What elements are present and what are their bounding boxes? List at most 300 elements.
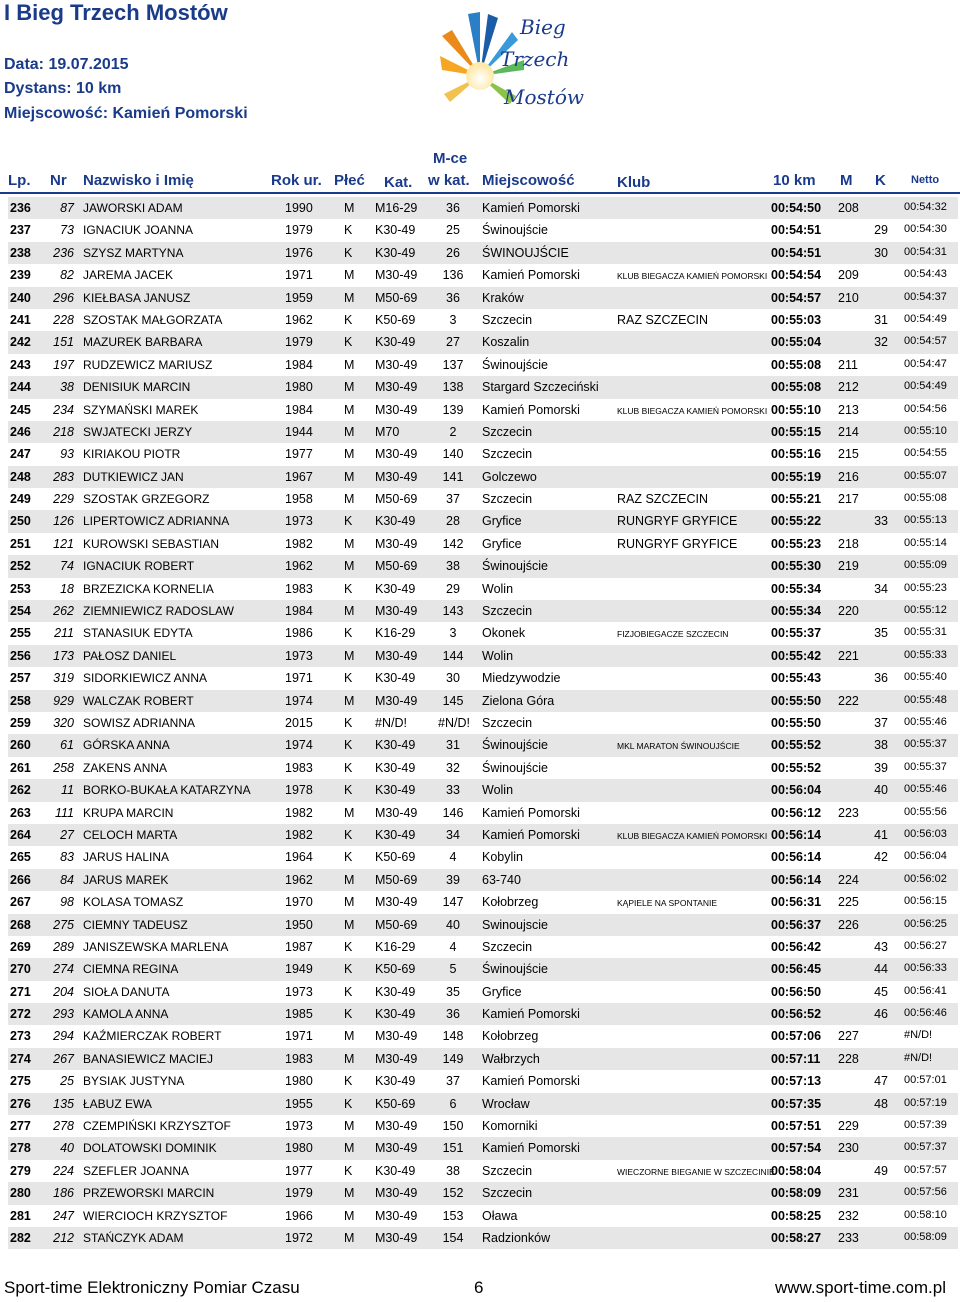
cell-sex: M — [344, 1141, 355, 1156]
cell-time: 00:56:14 — [771, 850, 822, 865]
footer-page-number: 6 — [474, 1278, 484, 1297]
table-row — [8, 1205, 958, 1227]
cell-k-place: 47 — [874, 1074, 888, 1089]
cell-net-time: 00:55:23 — [904, 581, 947, 594]
cell-category-place: 142 — [442, 536, 464, 551]
cell-category-place: 32 — [446, 760, 460, 775]
table-row — [8, 287, 958, 309]
cell-category-place: 33 — [446, 783, 460, 798]
cell-time: 00:57:13 — [771, 1074, 822, 1089]
cell-sex: K — [344, 312, 353, 327]
cell-nr: 274 — [53, 962, 74, 977]
cell-k-place: 40 — [874, 783, 888, 798]
cell-lp: 253 — [10, 581, 31, 596]
cell-sex: K — [344, 245, 353, 260]
table-row — [8, 667, 958, 689]
cell-k-place: 32 — [874, 335, 888, 350]
cell-city: Wolin — [482, 648, 514, 663]
cell-city: Kamień Pomorski — [482, 827, 580, 842]
cell-nr: 173 — [53, 648, 74, 663]
cell-category: K30-49 — [375, 514, 416, 529]
cell-time: 00:55:19 — [771, 469, 822, 484]
cell-category: K30-49 — [375, 335, 416, 350]
cell-time: 00:55:34 — [771, 581, 822, 596]
cell-k-place: 39 — [874, 760, 888, 775]
footer-url: www.sport-time.com.pl — [775, 1278, 946, 1297]
cell-nr: 151 — [53, 335, 74, 350]
cell-year: 1974 — [285, 738, 313, 753]
cell-nr: 211 — [54, 626, 74, 641]
cell-category: M30-49 — [375, 1119, 418, 1134]
cell-m-place: 221 — [838, 648, 859, 663]
cell-category-place: 152 — [442, 1186, 464, 1201]
cell-net-time: 00:55:14 — [904, 536, 947, 549]
cell-lp: 268 — [10, 917, 31, 932]
cell-year: 1973 — [285, 1119, 313, 1134]
cell-name: CIEMNY TADEUSZ — [83, 917, 188, 932]
cell-name: LIPERTOWICZ ADRIANNA — [83, 514, 230, 529]
cell-net-time: 00:54:31 — [904, 245, 947, 258]
cell-category-place: 36 — [446, 290, 460, 305]
cell-sex: M — [344, 805, 355, 820]
cell-k-place: 41 — [874, 827, 888, 842]
cell-year: 1971 — [285, 671, 313, 686]
cell-nr: 212 — [53, 1230, 74, 1245]
cell-lp: 236 — [10, 201, 31, 215]
table-row — [8, 712, 958, 734]
cell-year: 1950 — [285, 917, 313, 932]
table-row — [8, 1227, 958, 1249]
cell-year: 1962 — [285, 312, 313, 327]
cell-nr: 40 — [60, 1141, 74, 1156]
cell-time: 00:55:22 — [771, 514, 822, 529]
cell-name: DENISIUK MARCIN — [83, 380, 191, 395]
cell-nr: 234 — [53, 402, 74, 417]
col-net: Netto — [911, 174, 940, 186]
cell-time: 00:56:04 — [771, 783, 822, 798]
cell-m-place: 227 — [838, 1029, 859, 1044]
cell-category-place: 136 — [442, 268, 464, 283]
cell-time: 00:57:06 — [771, 1029, 822, 1044]
cell-year: 1985 — [285, 1007, 313, 1022]
cell-name: IGNACIUK ROBERT — [83, 559, 195, 574]
cell-time: 00:57:11 — [771, 1051, 821, 1066]
cell-time: 00:55:23 — [771, 536, 822, 551]
cell-category: M30-49 — [375, 604, 418, 619]
cell-net-time: 00:55:48 — [904, 693, 947, 706]
cell-nr: 121 — [53, 536, 74, 551]
cell-sex: M — [344, 604, 355, 619]
cell-city: Radzionków — [482, 1230, 551, 1245]
cell-lp: 239 — [10, 268, 31, 283]
col-lp: Lp. — [8, 172, 31, 189]
cell-category: M30-49 — [375, 402, 418, 417]
cell-category-place: 137 — [442, 357, 464, 372]
cell-m-place: 212 — [838, 380, 859, 395]
cell-category: K30-49 — [375, 760, 416, 775]
cell-nr: 320 — [53, 715, 74, 730]
cell-name: PRZEWORSKI MARCIN — [83, 1186, 215, 1201]
cell-sex: M — [344, 492, 355, 507]
cell-category-place: 38 — [446, 1163, 460, 1178]
cell-category-place: 145 — [442, 693, 464, 708]
cell-category-place: 38 — [446, 559, 460, 574]
cell-year: 1979 — [285, 335, 313, 350]
cell-k-place: 29 — [874, 223, 888, 238]
table-row — [8, 1160, 958, 1182]
table-row — [8, 1137, 958, 1159]
cell-nr: 278 — [53, 1119, 74, 1134]
table-row — [8, 846, 958, 868]
cell-name: WIERCIOCH KRZYSZTOF — [83, 1208, 228, 1223]
cell-city: Świnoujście — [482, 223, 549, 238]
cell-city: Kamień Pomorski — [482, 1074, 580, 1089]
cell-time: 00:55:52 — [771, 760, 822, 775]
cell-time: 00:55:42 — [771, 648, 822, 663]
cell-category: M50-69 — [375, 559, 418, 574]
footer-company: Sport-time Elektroniczny Pomiar Czasu — [4, 1278, 300, 1297]
cell-net-time: 00:55:08 — [904, 492, 947, 505]
cell-city: Szczecin — [482, 604, 533, 619]
cell-net-time: 00:55:40 — [904, 671, 947, 684]
cell-name: STAŃCZYK ADAM — [83, 1230, 184, 1245]
cell-nr: 11 — [61, 783, 74, 798]
cell-category: M50-69 — [375, 492, 418, 507]
cell-net-time: 00:57:57 — [904, 1163, 947, 1176]
cell-lp: 267 — [10, 895, 31, 910]
cell-sex: K — [344, 1007, 353, 1022]
cell-lp: 259 — [10, 715, 31, 730]
cell-name: RUDZEWICZ MARIUSZ — [83, 357, 213, 372]
col-mce-bot: w kat. — [428, 172, 470, 189]
cell-category: #N/D! — [375, 715, 407, 730]
cell-city: Komorniki — [482, 1119, 538, 1134]
cell-time: 00:56:45 — [771, 962, 822, 977]
cell-net-time: 00:56:41 — [904, 984, 947, 997]
cell-k-place: 49 — [874, 1163, 888, 1178]
cell-nr: 98 — [60, 895, 74, 910]
cell-category-place: 144 — [442, 648, 464, 663]
cell-lp: 245 — [10, 402, 31, 417]
cell-nr: 204 — [53, 984, 74, 999]
cell-name: JANISZEWSKA MARLENA — [83, 939, 229, 954]
cell-sex: M — [344, 447, 355, 462]
cell-year: 1982 — [285, 536, 313, 551]
cell-nr: 319 — [53, 671, 74, 686]
cell-name: KRUPA MARCIN — [83, 805, 174, 820]
cell-category: M30-49 — [375, 447, 418, 462]
cell-net-time: 00:57:01 — [904, 1074, 947, 1087]
col-mce-top: M-ce — [433, 150, 468, 167]
cell-year: 1977 — [285, 447, 313, 462]
cell-net-time: 00:56:04 — [904, 850, 947, 863]
cell-sex: M — [344, 1029, 355, 1044]
cell-club: RAZ SZCZECIN — [617, 492, 708, 507]
cell-year: 1955 — [285, 1096, 313, 1111]
cell-net-time: 00:54:37 — [904, 290, 947, 303]
cell-category: M30-49 — [375, 380, 418, 395]
table-row — [8, 242, 958, 264]
table-row — [8, 734, 958, 756]
cell-m-place: 216 — [838, 469, 859, 484]
cell-m-place: 217 — [838, 492, 859, 507]
cell-nr: 83 — [60, 850, 74, 865]
cell-lp: 275 — [10, 1074, 31, 1089]
cell-category: K30-49 — [375, 581, 416, 596]
cell-year: 1977 — [285, 1163, 313, 1178]
cell-year: 1979 — [285, 223, 313, 238]
cell-nr: 126 — [53, 514, 74, 529]
cell-sex: M — [344, 268, 355, 283]
cell-name: KIEŁBASA JANUSZ — [83, 290, 191, 305]
cell-name: JARUS MAREK — [83, 872, 169, 887]
cell-name: JARUS HALINA — [83, 850, 170, 865]
cell-net-time: 00:54:55 — [904, 447, 947, 460]
column-header — [0, 150, 960, 194]
table-row — [8, 622, 958, 644]
cell-year: 1990 — [285, 201, 313, 215]
cell-name: SWJATECKI JERZY — [83, 424, 193, 439]
cell-name: KAŹMIERCZAK ROBERT — [83, 1029, 222, 1044]
cell-nr: 87 — [60, 201, 74, 215]
cell-net-time: 00:56:46 — [904, 1007, 947, 1020]
cell-year: 1973 — [285, 648, 313, 663]
cell-time: 00:55:16 — [771, 447, 822, 462]
table-row — [8, 936, 958, 958]
cell-city: Miedzywodzie — [482, 671, 561, 686]
cell-city: Wrocław — [482, 1096, 530, 1111]
cell-year: 1980 — [285, 1074, 313, 1089]
cell-year: 1973 — [285, 514, 313, 529]
cell-time: 00:56:31 — [771, 895, 822, 910]
cell-time: 00:54:54 — [771, 268, 822, 283]
cell-time: 00:57:51 — [771, 1119, 822, 1134]
cell-sex: K — [344, 827, 353, 842]
cell-sex: M — [344, 1230, 355, 1245]
cell-time: 00:55:08 — [771, 380, 822, 395]
cell-nr: 197 — [53, 357, 74, 372]
cell-sex: M — [344, 1208, 355, 1223]
cell-lp: 266 — [10, 872, 31, 887]
cell-category-place: 34 — [446, 827, 460, 842]
cell-nr: 186 — [53, 1186, 74, 1201]
cell-category: M30-49 — [375, 1141, 418, 1156]
cell-nr: 258 — [53, 760, 74, 775]
cell-category: M70 — [375, 424, 400, 439]
cell-m-place: 223 — [838, 805, 859, 820]
cell-k-place: 31 — [874, 312, 888, 327]
cell-sex: K — [344, 514, 353, 529]
cell-name: KIRIAKOU PIOTR — [83, 447, 181, 462]
cell-name: BYSIAK JUSTYNA — [83, 1074, 185, 1089]
cell-city: Golczewo — [482, 469, 537, 484]
cell-lp: 265 — [10, 850, 31, 865]
cell-category-place: 30 — [446, 671, 460, 686]
cell-time: 00:58:09 — [771, 1186, 822, 1201]
table-row — [8, 1182, 958, 1204]
cell-category-place: 3 — [449, 626, 457, 641]
cell-nr: 93 — [60, 447, 74, 462]
cell-sex: M — [344, 357, 355, 372]
page-header — [0, 0, 960, 150]
cell-club: KLUB BIEGACZA KAMIEŃ POMORSKI — [617, 271, 768, 282]
cell-category: M30-49 — [375, 536, 418, 551]
cell-lp: 261 — [10, 760, 31, 775]
cell-category: M30-49 — [375, 648, 418, 663]
cell-nr: 74 — [60, 559, 74, 574]
cell-year: 2015 — [285, 715, 313, 730]
cell-city: ŚWINOUJŚCIE — [482, 245, 569, 260]
cell-nr: 236 — [53, 245, 74, 260]
cell-time: 00:56:12 — [771, 805, 822, 820]
cell-category: K50-69 — [375, 1096, 416, 1111]
cell-category: K30-49 — [375, 223, 416, 238]
cell-city: Szczecin — [482, 492, 533, 507]
logo-text-1: Bieg — [520, 15, 566, 39]
cell-category-place: 37 — [446, 1074, 460, 1089]
cell-time: 00:55:50 — [771, 693, 822, 708]
cell-net-time: 00:58:10 — [904, 1208, 947, 1221]
cell-club: RUNGRYF GRYFICE — [617, 514, 738, 529]
cell-category: K16-29 — [375, 626, 416, 641]
cell-time: 00:55:34 — [771, 604, 822, 619]
logo-text-3: Mostów — [504, 85, 584, 109]
cell-category: K30-49 — [375, 783, 416, 798]
cell-net-time: 00:56:33 — [904, 962, 947, 975]
cell-time: 00:56:42 — [771, 939, 822, 954]
cell-category: M30-49 — [375, 895, 418, 910]
table-row — [8, 466, 958, 488]
cell-category-place: 154 — [442, 1230, 464, 1245]
cell-sex: M — [344, 1119, 355, 1134]
cell-lp: 242 — [10, 335, 31, 350]
cell-sex: K — [344, 335, 353, 350]
cell-net-time: 00:55:46 — [904, 783, 947, 796]
cell-category: K16-29 — [375, 939, 416, 954]
cell-lp: 250 — [10, 514, 31, 529]
cell-city: Kamień Pomorski — [482, 1007, 580, 1022]
cell-category: M30-49 — [375, 1051, 418, 1066]
cell-time: 00:55:43 — [771, 671, 822, 686]
cell-sex: K — [344, 939, 353, 954]
cell-time: 00:55:10 — [771, 402, 822, 417]
cell-nr: 247 — [53, 1208, 74, 1223]
cell-m-place: 214 — [838, 424, 859, 439]
cell-nr: 294 — [53, 1029, 74, 1044]
cell-lp: 254 — [10, 604, 31, 619]
cell-year: 1972 — [285, 1230, 313, 1245]
cell-net-time: 00:56:03 — [904, 827, 947, 840]
cell-net-time: #N/D! — [904, 1051, 933, 1064]
cell-sex: M — [344, 648, 355, 663]
cell-net-time: 00:58:09 — [904, 1230, 947, 1243]
cell-year: 1944 — [285, 424, 313, 439]
cell-city: Gryfice — [482, 984, 522, 999]
cell-k-place: 48 — [874, 1096, 888, 1111]
cell-name: CZEMPIŃSKI KRZYSZTOF — [83, 1119, 231, 1134]
results-table — [8, 197, 958, 1249]
col-time: 10 km — [773, 172, 816, 189]
cell-time: 00:57:35 — [771, 1096, 822, 1111]
cell-lp: 244 — [10, 380, 31, 395]
cell-m-place: 215 — [838, 447, 859, 462]
cell-category-place: 37 — [446, 492, 460, 507]
cell-year: 1958 — [285, 492, 313, 507]
cell-sex: K — [344, 715, 353, 730]
cell-city: Wolin — [482, 783, 514, 798]
cell-lp: 256 — [10, 648, 31, 663]
cell-lp: 237 — [10, 223, 31, 238]
cell-category-place: 35 — [446, 984, 460, 999]
table-row — [8, 578, 958, 600]
cell-m-place: 219 — [838, 559, 859, 574]
cell-nr: 224 — [53, 1163, 74, 1178]
cell-k-place: 34 — [874, 581, 888, 596]
cell-year: 1983 — [285, 1051, 313, 1066]
cell-net-time: 00:54:49 — [904, 312, 947, 325]
cell-category: K30-49 — [375, 1163, 416, 1178]
cell-lp: 280 — [10, 1186, 31, 1201]
cell-category: M30-49 — [375, 805, 418, 820]
cell-year: 1984 — [285, 357, 313, 372]
cell-k-place: 44 — [874, 962, 888, 977]
cell-city: Swinoujscie — [482, 917, 549, 932]
cell-sex: K — [344, 671, 353, 686]
cell-sex: K — [344, 850, 353, 865]
cell-time: 00:58:27 — [771, 1230, 822, 1245]
cell-category-place: 5 — [449, 962, 457, 977]
cell-city: Świnoujście — [482, 559, 549, 574]
table-row — [8, 914, 958, 936]
cell-name: WALCZAK ROBERT — [83, 693, 194, 708]
cell-year: 1967 — [285, 469, 313, 484]
cell-nr: 929 — [53, 693, 74, 708]
cell-m-place: 228 — [838, 1051, 859, 1066]
cell-k-place: 37 — [874, 715, 888, 730]
cell-category-place: 148 — [442, 1029, 464, 1044]
cell-name: STANASIUK EDYTA — [83, 626, 193, 641]
cell-city: Kołobrzeg — [482, 895, 539, 910]
cell-club: RUNGRYF GRYFICE — [617, 536, 738, 551]
cell-lp: 260 — [10, 738, 31, 753]
cell-city: Kołobrzeg — [482, 1029, 539, 1044]
cell-category-place: 25 — [446, 223, 460, 238]
cell-time: 00:55:03 — [771, 312, 822, 327]
cell-net-time: 00:55:56 — [904, 805, 947, 818]
col-k: K — [875, 172, 886, 189]
cell-year: 1959 — [285, 290, 313, 305]
cell-sex: M — [344, 1186, 355, 1201]
cell-city: Stargard Szczeciński — [482, 380, 599, 395]
cell-category-place: 39 — [446, 872, 460, 887]
cell-lp: 258 — [10, 693, 31, 708]
cell-year: 1976 — [285, 245, 313, 260]
cell-name: MAZUREK BARBARA — [83, 335, 203, 350]
cell-sex: M — [344, 201, 355, 215]
table-row — [8, 1025, 958, 1047]
cell-net-time: 00:55:46 — [904, 715, 947, 728]
cell-time: 00:54:57 — [771, 290, 822, 305]
cell-m-place: 233 — [838, 1230, 859, 1245]
cell-m-place: 218 — [838, 536, 859, 551]
cell-time: 00:56:52 — [771, 1007, 822, 1022]
cell-net-time: 00:54:49 — [904, 380, 947, 393]
cell-year: 1949 — [285, 962, 313, 977]
cell-net-time: 00:56:02 — [904, 872, 947, 885]
cell-net-time: 00:55:31 — [904, 626, 947, 639]
cell-name: SIDORKIEWICZ ANNA — [83, 671, 208, 686]
col-cat: Kat. — [384, 174, 413, 191]
